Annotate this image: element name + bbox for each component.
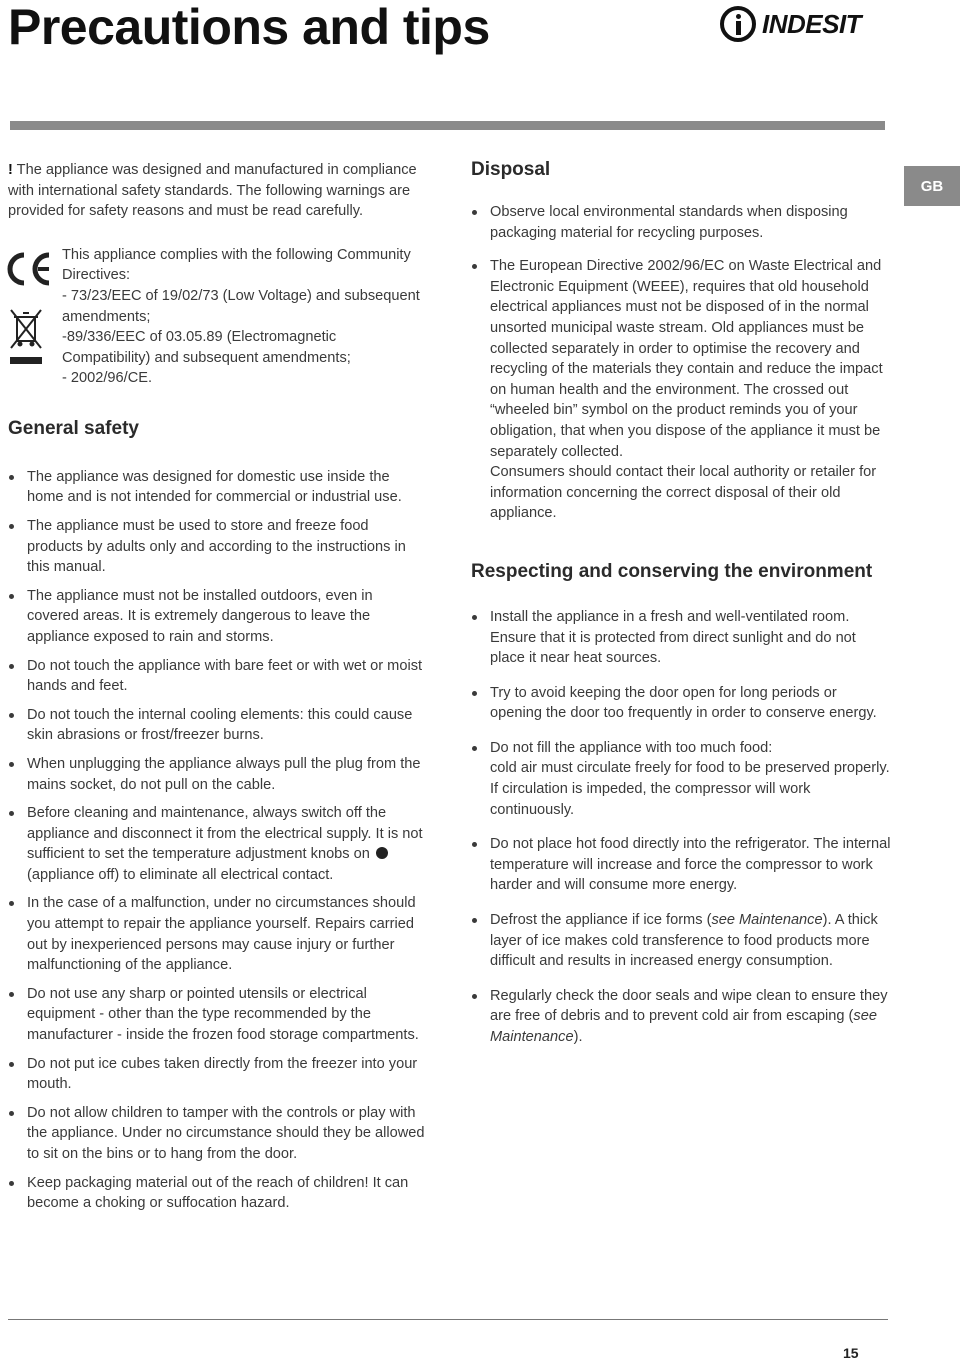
weee-contact-text: Consumers should contact their local authority or retailer for information concerning the correct disposal of their old appliance. (490, 464, 877, 522)
language-tab: GB (904, 166, 960, 206)
page-title: Precautions and tips (8, 0, 490, 55)
list-item: When unplugging the appliance always pull the plug from the mains socket, do not pull on the cable. (8, 754, 428, 795)
compliance-line: -89/336/EEC of 03.05.89 (Electromagnetic Compatibility) and subsequent amendments; (62, 329, 351, 366)
compliance-text (62, 245, 428, 389)
defrost-text-end: ). A thick layer of ice makes cold transference to food products more difficult and results in increased energy consumption. (490, 912, 878, 970)
list-item (471, 738, 891, 820)
indesit-logo (720, 2, 890, 46)
compliance-line: - 2002/96/CE. (62, 370, 153, 387)
list-item (471, 910, 891, 972)
general-safety-heading: General safety (8, 417, 139, 439)
footer-rule (8, 1319, 888, 1320)
defrost-text: Defrost the appliance if ice forms ( (490, 912, 712, 929)
disposal-heading: Disposal (471, 159, 551, 180)
intro-text: The appliance was designed and manufactured in compliance with international safety standards. The following warnings are provided for safety reasons and must be read carefully. (8, 162, 417, 220)
maintenance-reference: see Maintenance (711, 912, 823, 929)
list-item: In the case of a malfunction, under no circumstances should you attempt to repair the appliance yourself. Repairs carried out by inexperienced persons may cause injury or further malfunctioning of the appliance. (8, 893, 428, 975)
seals-text: Regularly check the door seals and wipe clean to ensure they are free of debris and to prevent cold air from escaping ( (490, 987, 888, 1025)
list-item (8, 803, 428, 885)
weee-text: The European Directive 2002/96/EC on Waste Electrical and Electronic Equipment (WEEE), requires that old household electrical appliances must not be disposed of in the normal unsorted municipal waste stream. Old appliances must be collected separately in order to optimise the recovery and recycling of the materials they contain and reduce the impact on human health and the environment. The crossed out “wheeled bin” symbol on the product reminds you of your obligation, that when you dispose of the appliance it must be separately collected. (490, 258, 883, 460)
ce-mark-icon (4, 251, 56, 287)
cleaning-text-end: (appliance off) to eliminate all electrical contact. (27, 866, 334, 883)
general-safety-list (8, 467, 428, 1214)
header-rule (10, 121, 885, 130)
list-item (471, 986, 891, 1048)
cleaning-text: Before cleaning and maintenance, always switch off the appliance and disconnect it from the electrical supply. It is not sufficient to set the temperature adjustment knobs on (27, 805, 423, 863)
intro-warning (8, 160, 428, 222)
list-item (471, 256, 891, 524)
crossed-bin-icon (8, 307, 44, 369)
off-position-icon (376, 847, 388, 859)
compliance-line: - 73/23/EEC of 19/02/73 (Low Voltage) and subsequent amendments; (62, 287, 420, 325)
seals-text-end: ). (573, 1029, 583, 1045)
logo-text: INDESIT (762, 8, 862, 39)
list-item: Do not allow children to tamper with the controls or play with the appliance. Under no circumstance should they be allowed to sit on the bins or to hang from the door. (8, 1103, 428, 1165)
environment-heading: Respecting and conserving the environment (471, 560, 873, 582)
list-item: Try to avoid keeping the door open for long periods or opening the door too frequently in order to conserve energy. (471, 683, 891, 724)
warning-mark: ! (8, 162, 13, 178)
compliance-line: This appliance complies with the following Community Directives: (62, 246, 411, 284)
overfill-text: Do not fill the appliance with too much food: (490, 739, 773, 756)
maintenance-reference: see Maintenance (490, 1008, 877, 1045)
overfill-detail: cold air must circulate freely for food to be preserved properly. If circulation is impeded, the compressor will work continuously. (490, 760, 890, 818)
list-item: Do not touch the appliance with bare feet or with wet or moist hands and feet. (8, 656, 428, 697)
list-item: Observe local environmental standards when disposing packaging material for recycling purposes. (471, 202, 891, 243)
page-number: 15 (843, 1345, 859, 1361)
list-item: Do not place hot food directly into the refrigerator. The internal temperature will increase and force the compressor to work harder and will consume more energy. (471, 834, 891, 896)
list-item: Do not use any sharp or pointed utensils or electrical equipment - other than the type recommended by the manufacturer - inside the frozen food storage compartments. (8, 984, 428, 1046)
list-item: Keep packaging material out of the reach of children! It can become a choking or suffocation hazard. (8, 1173, 428, 1214)
list-item: The appliance must not be installed outdoors, even in covered areas. It is extremely dangerous to leave the appliance exposed to rain and storms. (8, 586, 428, 648)
list-item: Do not put ice cubes taken directly from the freezer into your mouth. (8, 1054, 428, 1095)
compliance-block (8, 245, 428, 391)
left-column (8, 160, 428, 1222)
list-item: Do not touch the internal cooling elements: this could cause skin abrasions or frost/freezer burns. (8, 705, 428, 746)
disposal-list (471, 202, 891, 524)
list-item: Install the appliance in a fresh and well-ventilated room. Ensure that it is protected from direct sunlight and do not place it near heat sources. (471, 607, 891, 669)
list-item: The appliance was designed for domestic use inside the home and is not intended for commercial or industrial use. (8, 467, 428, 508)
right-column (471, 158, 891, 1062)
list-item: The appliance must be used to store and freeze food products by adults only and according to the instructions in this manual. (8, 516, 428, 578)
indesit-logo-icon (720, 6, 756, 42)
environment-list (471, 607, 891, 1048)
